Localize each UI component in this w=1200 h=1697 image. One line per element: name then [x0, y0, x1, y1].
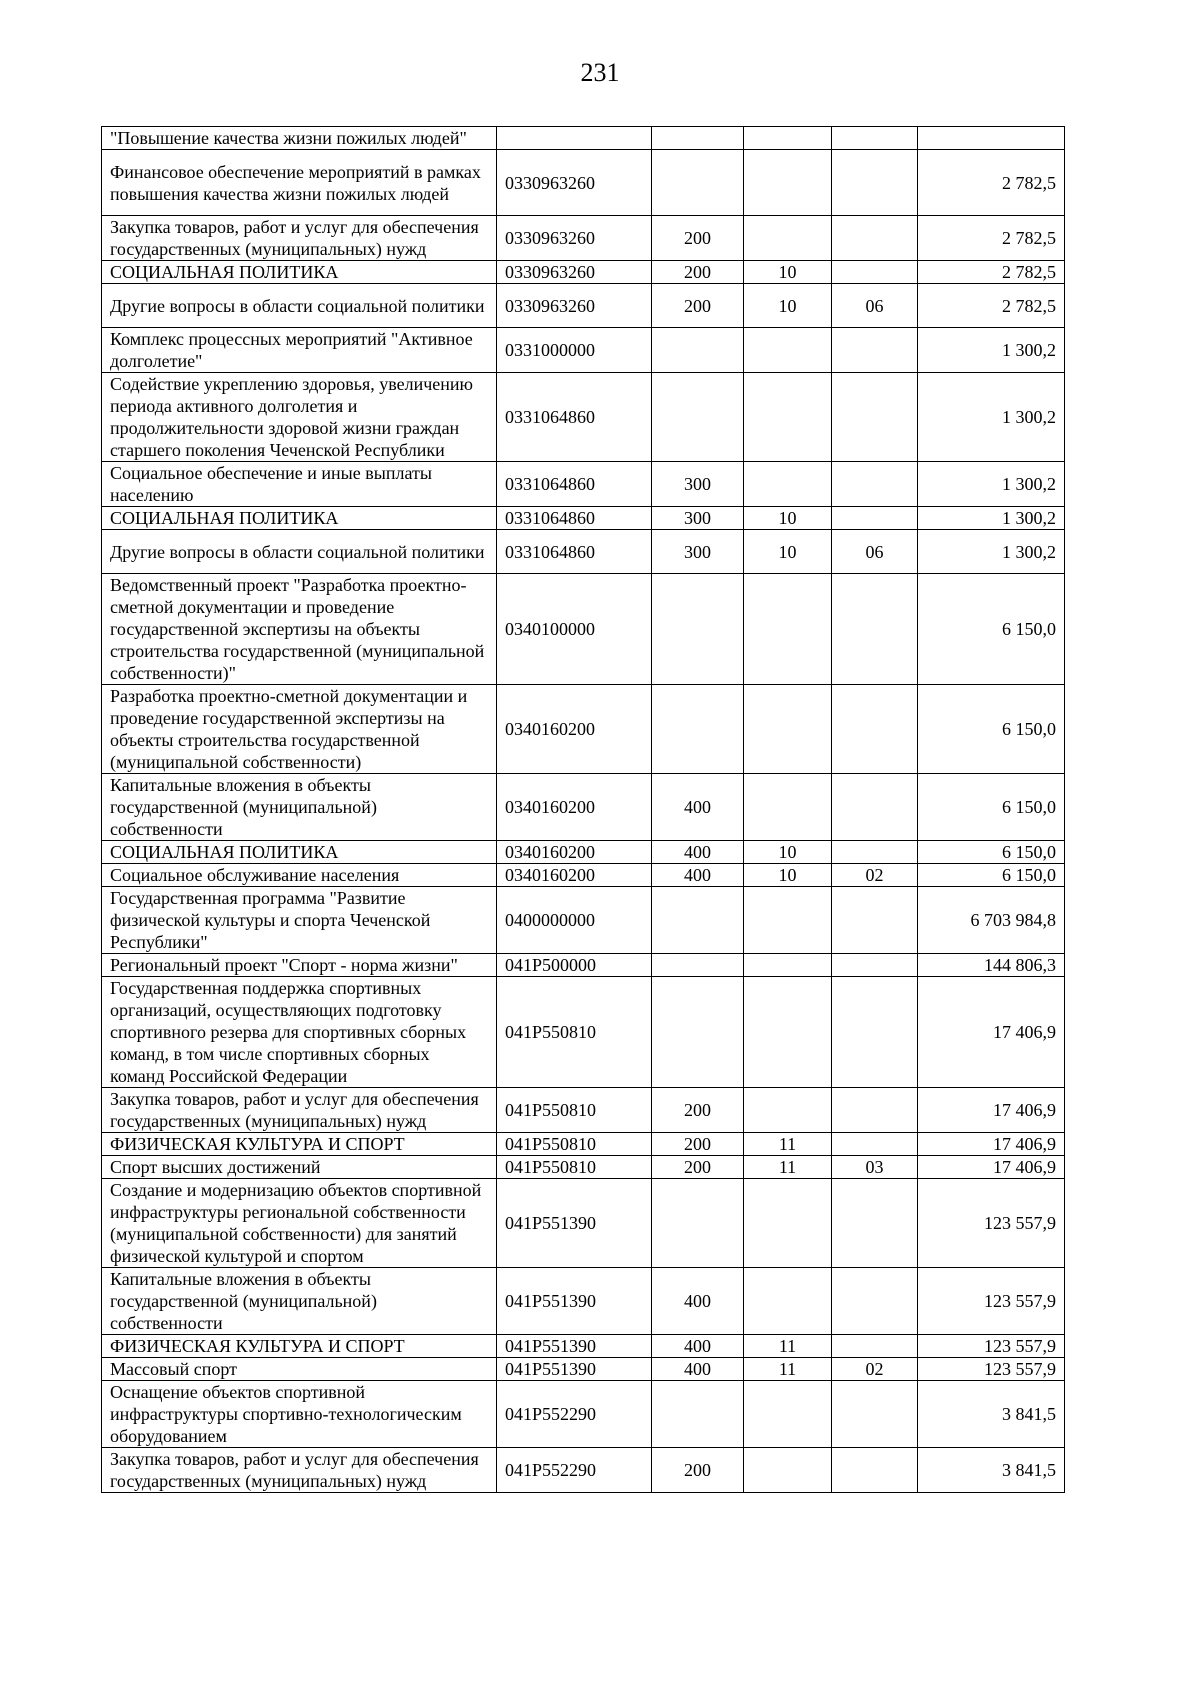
- row-name: Финансовое обеспечение мероприятий в рамках повышения качества жизни пожилых людей: [102, 150, 497, 216]
- row-subsection: [832, 887, 918, 954]
- row-code: 0331000000: [497, 328, 652, 373]
- table-row: [102, 1133, 1065, 1156]
- row-section: 10: [744, 284, 832, 328]
- row-expense-type: 200: [652, 1448, 744, 1493]
- row-amount: 6 150,0: [918, 574, 1065, 685]
- row-expense-type: 400: [652, 841, 744, 864]
- row-subsection: [832, 373, 918, 462]
- row-subsection: [832, 462, 918, 507]
- row-name: Другие вопросы в области социальной политики: [102, 530, 497, 574]
- row-subsection: [832, 774, 918, 841]
- row-section: 10: [744, 261, 832, 284]
- row-code: [497, 127, 652, 150]
- row-subsection: [832, 1179, 918, 1268]
- row-section: [744, 574, 832, 685]
- row-code: 041P550810: [497, 1088, 652, 1133]
- row-code: 0340160200: [497, 774, 652, 841]
- row-name: Закупка товаров, работ и услуг для обеспечения государственных (муниципальных) нужд: [102, 1448, 497, 1493]
- row-code: 041P552290: [497, 1381, 652, 1448]
- table-row: [102, 462, 1065, 507]
- table-row: [102, 1268, 1065, 1335]
- row-name: Содействие укреплению здоровья, увеличению периода активного долголетия и продолжительности здоровой жизни граждан старшего поколения Чеченской Республики: [102, 373, 497, 462]
- row-expense-type: [652, 887, 744, 954]
- row-subsection: [832, 685, 918, 774]
- row-amount: 123 557,9: [918, 1358, 1065, 1381]
- row-expense-type: [652, 574, 744, 685]
- row-section: [744, 1088, 832, 1133]
- row-amount: 6 150,0: [918, 864, 1065, 887]
- row-name: ФИЗИЧЕСКАЯ КУЛЬТУРА И СПОРТ: [102, 1335, 497, 1358]
- row-expense-type: 400: [652, 864, 744, 887]
- row-amount: 6 150,0: [918, 841, 1065, 864]
- table-row: [102, 1088, 1065, 1133]
- row-subsection: [832, 574, 918, 685]
- budget-table-body: [102, 127, 1065, 1493]
- page-number: 231: [580, 58, 620, 87]
- row-name: Разработка проектно-сметной документации и проведение государственной экспертизы на объекты строительства государственной (муниципальной собственности): [102, 685, 497, 774]
- row-subsection: 06: [832, 530, 918, 574]
- row-amount: 6 703 984,8: [918, 887, 1065, 954]
- row-section: 11: [744, 1335, 832, 1358]
- row-expense-type: 200: [652, 1156, 744, 1179]
- row-expense-type: 400: [652, 1335, 744, 1358]
- row-expense-type: [652, 373, 744, 462]
- row-amount: 1 300,2: [918, 507, 1065, 530]
- row-section: [744, 150, 832, 216]
- row-expense-type: 300: [652, 507, 744, 530]
- row-name: Закупка товаров, работ и услуг для обеспечения государственных (муниципальных) нужд: [102, 1088, 497, 1133]
- row-section: 10: [744, 841, 832, 864]
- row-expense-type: [652, 1381, 744, 1448]
- row-name: Государственная программа "Развитие физической культуры и спорта Чеченской Республики": [102, 887, 497, 954]
- row-amount: 17 406,9: [918, 1133, 1065, 1156]
- row-section: [744, 328, 832, 373]
- row-name: Капитальные вложения в объекты государственной (муниципальной) собственности: [102, 774, 497, 841]
- row-name: ФИЗИЧЕСКАЯ КУЛЬТУРА И СПОРТ: [102, 1133, 497, 1156]
- row-expense-type: [652, 150, 744, 216]
- row-name: Закупка товаров, работ и услуг для обеспечения государственных (муниципальных) нужд: [102, 216, 497, 261]
- row-name: Другие вопросы в области социальной политики: [102, 284, 497, 328]
- table-row: [102, 1448, 1065, 1493]
- row-amount: 3 841,5: [918, 1448, 1065, 1493]
- row-section: [744, 977, 832, 1088]
- row-amount: [918, 127, 1065, 150]
- row-code: 0330963260: [497, 216, 652, 261]
- row-subsection: [832, 261, 918, 284]
- row-amount: 1 300,2: [918, 328, 1065, 373]
- table-row: [102, 1335, 1065, 1358]
- row-subsection: [832, 507, 918, 530]
- row-amount: 1 300,2: [918, 530, 1065, 574]
- row-amount: 123 557,9: [918, 1179, 1065, 1268]
- row-code: 0331064860: [497, 507, 652, 530]
- row-subsection: [832, 127, 918, 150]
- row-section: [744, 1179, 832, 1268]
- row-section: 10: [744, 507, 832, 530]
- row-expense-type: 200: [652, 261, 744, 284]
- row-section: [744, 954, 832, 977]
- row-expense-type: [652, 328, 744, 373]
- row-amount: 6 150,0: [918, 685, 1065, 774]
- row-amount: 17 406,9: [918, 1156, 1065, 1179]
- table-row: [102, 127, 1065, 150]
- row-amount: 17 406,9: [918, 977, 1065, 1088]
- row-section: [744, 685, 832, 774]
- row-section: [744, 1448, 832, 1493]
- row-subsection: 02: [832, 1358, 918, 1381]
- row-subsection: [832, 1381, 918, 1448]
- row-amount: 2 782,5: [918, 284, 1065, 328]
- row-amount: 2 782,5: [918, 261, 1065, 284]
- row-code: 041P500000: [497, 954, 652, 977]
- row-amount: 17 406,9: [918, 1088, 1065, 1133]
- row-subsection: [832, 1448, 918, 1493]
- table-row: [102, 685, 1065, 774]
- row-section: 11: [744, 1358, 832, 1381]
- row-code: 041P551390: [497, 1335, 652, 1358]
- row-subsection: [832, 216, 918, 261]
- row-code: 0340160200: [497, 841, 652, 864]
- row-code: 0331064860: [497, 373, 652, 462]
- row-code: 0330963260: [497, 150, 652, 216]
- row-amount: 123 557,9: [918, 1268, 1065, 1335]
- row-expense-type: 400: [652, 1268, 744, 1335]
- table-row: [102, 507, 1065, 530]
- row-amount: 1 300,2: [918, 462, 1065, 507]
- row-section: 10: [744, 530, 832, 574]
- row-code: 0330963260: [497, 284, 652, 328]
- table-row: [102, 261, 1065, 284]
- row-expense-type: [652, 977, 744, 1088]
- row-section: [744, 127, 832, 150]
- row-name: Оснащение объектов спортивной инфраструктуры спортивно-технологическим оборудованием: [102, 1381, 497, 1448]
- row-code: 0331064860: [497, 530, 652, 574]
- table-row: [102, 1179, 1065, 1268]
- row-name: Государственная поддержка спортивных организаций, осуществляющих подготовку спортивного резерва для спортивных сборных команд, в том числе спортивных сборных команд Российской Федерации: [102, 977, 497, 1088]
- row-expense-type: 200: [652, 1133, 744, 1156]
- row-section: [744, 1381, 832, 1448]
- row-name: Ведомственный проект "Разработка проектно-сметной документации и проведение государственной экспертизы на объекты строительства государственной (муниципальной собственности)": [102, 574, 497, 685]
- row-subsection: [832, 1335, 918, 1358]
- table-row: [102, 887, 1065, 954]
- row-expense-type: [652, 1179, 744, 1268]
- row-subsection: [832, 1268, 918, 1335]
- table-row: [102, 1156, 1065, 1179]
- row-subsection: 06: [832, 284, 918, 328]
- row-expense-type: 200: [652, 284, 744, 328]
- row-section: 11: [744, 1133, 832, 1156]
- row-subsection: [832, 977, 918, 1088]
- row-name: Комплекс процессных мероприятий "Активное долголетие": [102, 328, 497, 373]
- table-row: [102, 284, 1065, 328]
- row-amount: 2 782,5: [918, 150, 1065, 216]
- row-subsection: [832, 1133, 918, 1156]
- row-code: 0330963260: [497, 261, 652, 284]
- row-expense-type: 300: [652, 462, 744, 507]
- table-row: [102, 1381, 1065, 1448]
- row-amount: 144 806,3: [918, 954, 1065, 977]
- row-amount: 123 557,9: [918, 1335, 1065, 1358]
- budget-table: [101, 126, 1065, 1493]
- table-row: [102, 864, 1065, 887]
- row-name: Массовый спорт: [102, 1358, 497, 1381]
- row-subsection: [832, 328, 918, 373]
- row-expense-type: 400: [652, 774, 744, 841]
- row-name: Спорт высших достижений: [102, 1156, 497, 1179]
- row-code: 0340160200: [497, 685, 652, 774]
- row-section: [744, 887, 832, 954]
- row-name: СОЦИАЛЬНАЯ ПОЛИТИКА: [102, 841, 497, 864]
- row-code: 041P551390: [497, 1268, 652, 1335]
- row-name: Социальное обслуживание населения: [102, 864, 497, 887]
- row-name: "Повышение качества жизни пожилых людей": [102, 127, 497, 150]
- table-row: [102, 150, 1065, 216]
- row-expense-type: [652, 954, 744, 977]
- row-expense-type: 300: [652, 530, 744, 574]
- row-code: 0331064860: [497, 462, 652, 507]
- row-section: 11: [744, 1156, 832, 1179]
- row-section: [744, 216, 832, 261]
- row-section: [744, 462, 832, 507]
- row-expense-type: [652, 685, 744, 774]
- row-amount: 3 841,5: [918, 1381, 1065, 1448]
- row-subsection: [832, 150, 918, 216]
- table-row: [102, 328, 1065, 373]
- row-code: 0340100000: [497, 574, 652, 685]
- row-code: 0400000000: [497, 887, 652, 954]
- row-subsection: [832, 1088, 918, 1133]
- table-row: [102, 774, 1065, 841]
- table-row: [102, 954, 1065, 977]
- row-expense-type: [652, 127, 744, 150]
- row-amount: 6 150,0: [918, 774, 1065, 841]
- row-code: 041P552290: [497, 1448, 652, 1493]
- row-expense-type: 200: [652, 216, 744, 261]
- row-code: 041P551390: [497, 1179, 652, 1268]
- row-subsection: [832, 954, 918, 977]
- row-name: СОЦИАЛЬНАЯ ПОЛИТИКА: [102, 507, 497, 530]
- row-code: 041P551390: [497, 1358, 652, 1381]
- row-code: 0340160200: [497, 864, 652, 887]
- row-section: [744, 373, 832, 462]
- table-row: [102, 373, 1065, 462]
- row-subsection: [832, 841, 918, 864]
- table-row: [102, 841, 1065, 864]
- row-code: 041P550810: [497, 1133, 652, 1156]
- row-amount: 1 300,2: [918, 373, 1065, 462]
- row-code: 041P550810: [497, 1156, 652, 1179]
- row-subsection: 02: [832, 864, 918, 887]
- row-name: Капитальные вложения в объекты государственной (муниципальной) собственности: [102, 1268, 497, 1335]
- row-name: Создание и модернизацию объектов спортивной инфраструктуры региональной собственности (муниципальной собственности) для занятий физической культурой и спортом: [102, 1179, 497, 1268]
- table-row: [102, 530, 1065, 574]
- row-code: 041P550810: [497, 977, 652, 1088]
- table-row: [102, 1358, 1065, 1381]
- row-name: Социальное обеспечение и иные выплаты населению: [102, 462, 497, 507]
- row-subsection: 03: [832, 1156, 918, 1179]
- row-section: [744, 774, 832, 841]
- table-row: [102, 574, 1065, 685]
- row-expense-type: 400: [652, 1358, 744, 1381]
- row-expense-type: 200: [652, 1088, 744, 1133]
- table-row: [102, 977, 1065, 1088]
- row-name: Региональный проект "Спорт - норма жизни": [102, 954, 497, 977]
- row-section: [744, 1268, 832, 1335]
- row-name: СОЦИАЛЬНАЯ ПОЛИТИКА: [102, 261, 497, 284]
- row-amount: 2 782,5: [918, 216, 1065, 261]
- row-section: 10: [744, 864, 832, 887]
- table-row: [102, 216, 1065, 261]
